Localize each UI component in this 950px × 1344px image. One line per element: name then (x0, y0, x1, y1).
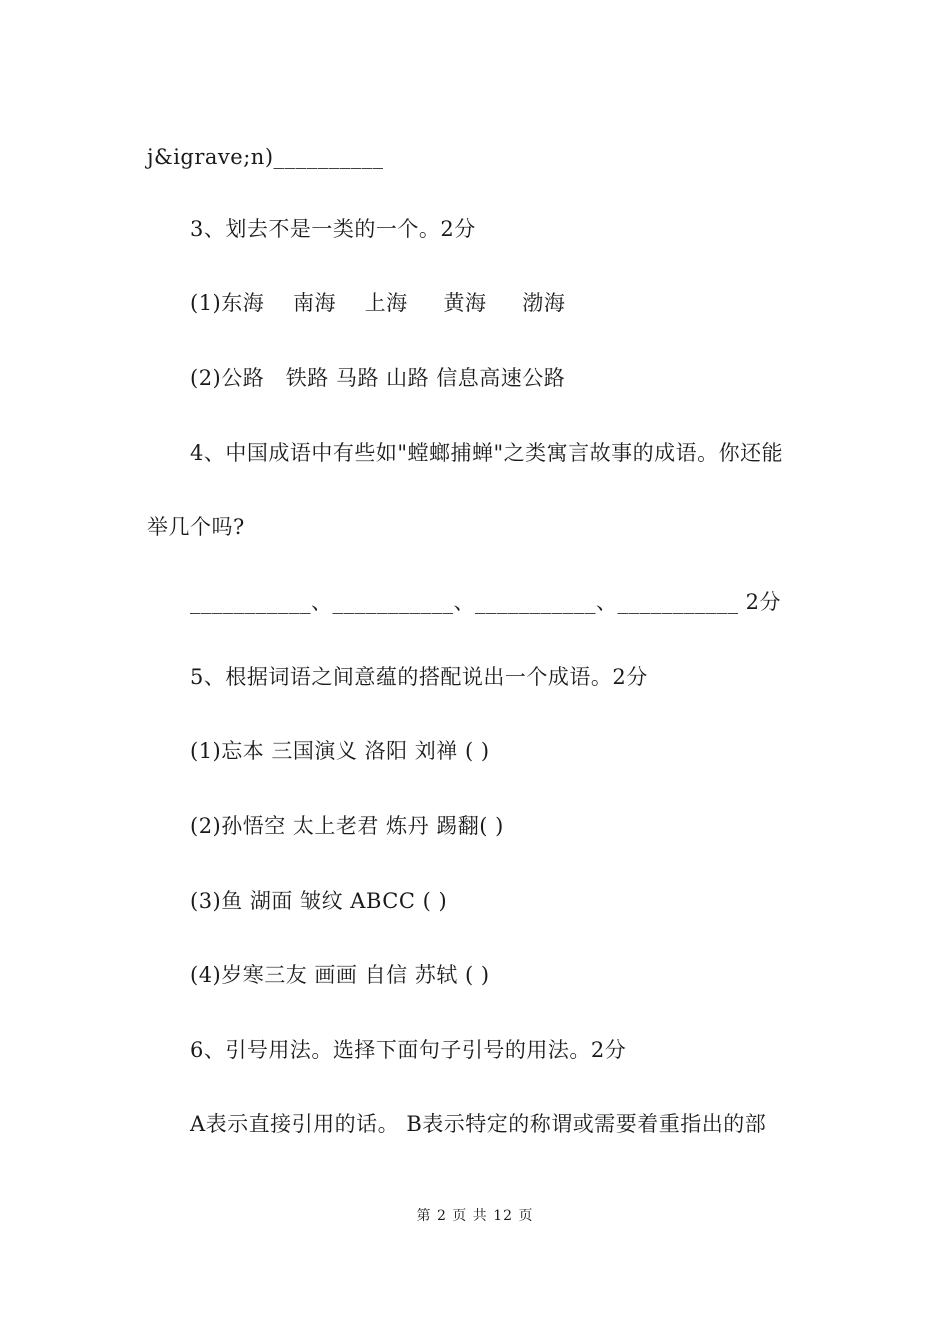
pinyin-answer-line: j&igrave;n)__________ (147, 145, 384, 169)
question-6-options: A表示直接引用的话。 B表示特定的称谓或需要着重指出的部 (190, 1112, 767, 1136)
question-4-heading-continued: 举几个吗? (147, 515, 245, 539)
page-number-footer: 第 2 页 共 12 页 (416, 1208, 534, 1224)
question-5-item-2: (2)孙悟空 太上老君 炼丹 踢翻( ) (190, 814, 504, 838)
question-4-answer-blanks: ___________、___________、___________、___________ 2分 (190, 590, 782, 614)
question-6-heading: 6、引号用法。选择下面句子引号的用法。2分 (190, 1038, 627, 1062)
question-5-heading: 5、根据词语之间意蕴的搭配说出一个成语。2分 (190, 665, 648, 689)
question-3-heading: 3、划去不是一类的一个。2分 (190, 217, 476, 241)
question-5-item-4: (4)岁寒三友 画画 自信 苏轼 ( ) (190, 963, 490, 987)
question-3-item-2: (2)公路 铁路 马路 山路 信息高速公路 (190, 366, 566, 390)
question-4-heading: 4、中国成语中有些如"螳螂捕蝉"之类寓言故事的成语。你还能 (190, 441, 784, 465)
question-3-item-1: (1)东海 南海 上海 黄海 渤海 (190, 291, 566, 315)
question-5-item-3: (3)鱼 湖面 皱纹 ABCC ( ) (190, 889, 448, 913)
question-5-item-1: (1)忘本 三国演义 洛阳 刘禅 ( ) (190, 739, 490, 763)
